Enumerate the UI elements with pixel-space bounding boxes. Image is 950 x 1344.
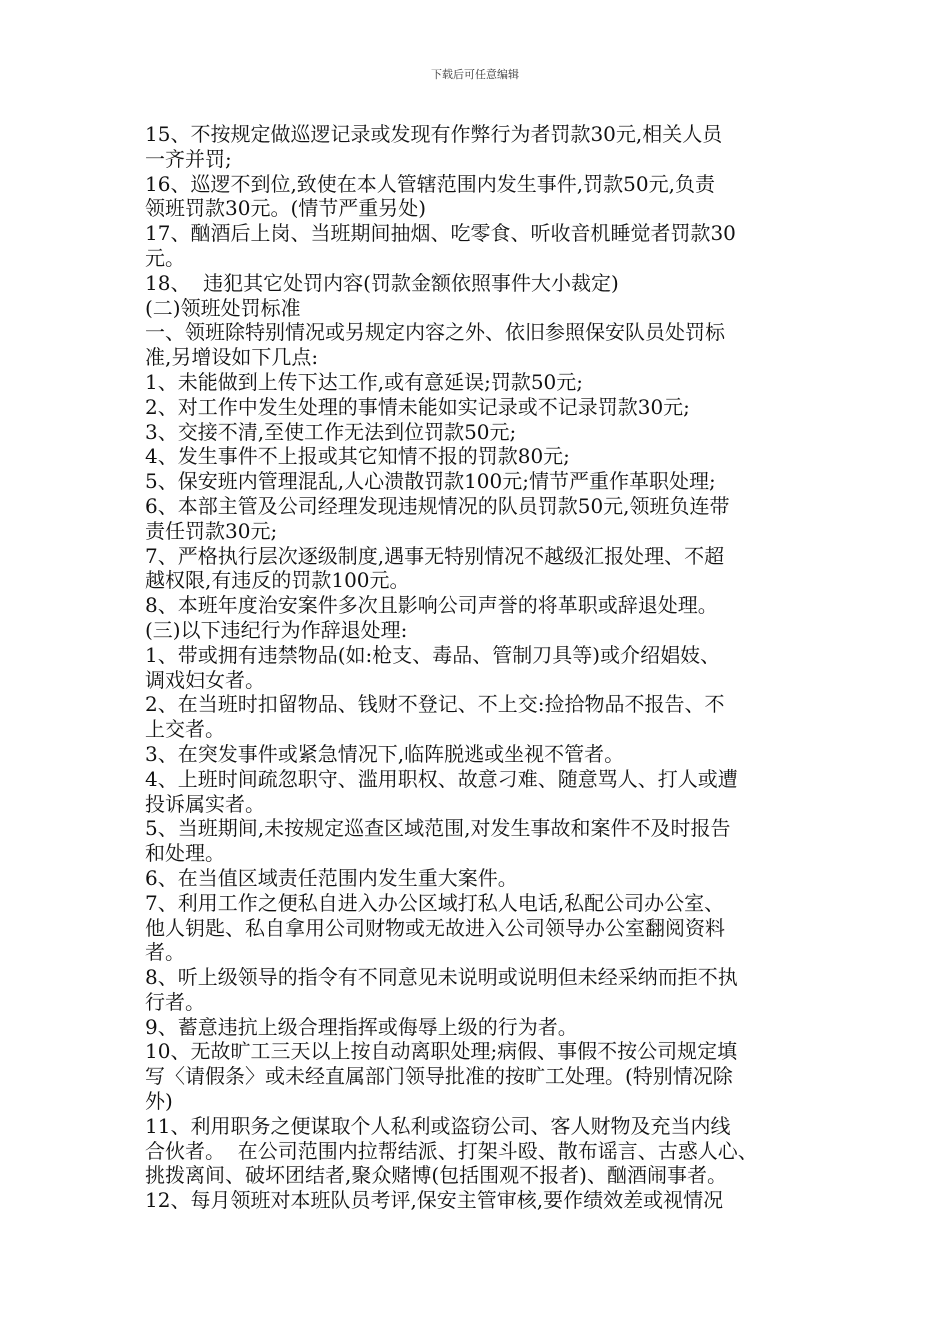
- text-line: 6、在当值区域责任范围内发生重大案件。: [145, 865, 518, 890]
- text-line: 10、无故旷工三天以上按自动离职处理;病假、事假不按公司规定填: [145, 1039, 738, 1064]
- text-line: 和处理。: [145, 841, 225, 866]
- text-line: 合伙者。 在公司范围内拉帮结派、打架斗殴、散布谣言、古惑人心、: [145, 1138, 758, 1163]
- text-line: 4、发生事件不上报或其它知情不报的罚款80元;: [145, 444, 570, 469]
- text-line: 者。: [145, 940, 185, 965]
- document-body: [145, 122, 815, 1213]
- text-line: 5、当班期间,未按规定巡查区域范围,对发生事故和案件不及时报告: [145, 816, 731, 841]
- text-line: 上交者。: [145, 717, 225, 742]
- text-line: 领班罚款30元。(情节严重另处): [145, 196, 427, 221]
- text-line: 越权限,有违反的罚款100元。: [145, 568, 410, 593]
- text-line: 7、严格执行层次逐级制度,遇事无特别情况不越级汇报处理、不超: [145, 543, 725, 568]
- text-line: 挑拨离间、破坏团结者,聚众赌博(包括围观不报者)、酗酒闹事者。: [145, 1163, 727, 1188]
- text-line: 9、蓄意违抗上级合理指挥或侮辱上级的行为者。: [145, 1014, 578, 1039]
- text-line: 2、在当班时扣留物品、钱财不登记、不上交:捡拾物品不报告、不: [145, 692, 725, 717]
- text-line: 6、本部主管及公司经理发现违规情况的队员罚款50元,领班负连带: [145, 493, 730, 518]
- text-line: 2、对工作中发生处理的事情未能如实记录或不记录罚款30元;: [145, 394, 690, 419]
- text-line: 外): [145, 1089, 173, 1114]
- text-line: 写〈请假条〉或未经直属部门领导批准的按旷工处理。(特别情况除: [145, 1064, 733, 1089]
- text-line: 1、带或拥有违禁物品(如:枪支、毒品、管制刀具等)或介绍娼妓、: [145, 642, 721, 667]
- text-line: 3、在突发事件或紧急情况下,临阵脱逃或坐视不管者。: [145, 741, 625, 766]
- text-line: 1、未能做到上传下达工作,或有意延误;罚款50元;: [145, 369, 584, 394]
- text-line: 准,另增设如下几点:: [145, 345, 319, 370]
- text-line: 8、听上级领导的指令有不同意见未说明或说明但未经采纳而拒不执: [145, 965, 738, 990]
- text-line: 一齐并罚;: [145, 146, 232, 171]
- text-line: 17、酗酒后上岗、当班期间抽烟、吃零食、听收音机睡觉者罚款30: [145, 221, 736, 246]
- header-note: 下载后可任意编辑: [431, 68, 519, 81]
- text-line: 5、保安班内管理混乱,人心溃散罚款100元;情节严重作革职处理;: [145, 469, 716, 494]
- text-line: 他人钥匙、私自拿用公司财物或无故进入公司领导办公室翻阅资料: [145, 915, 725, 940]
- text-line: (二)领班处罚标准: [145, 295, 301, 320]
- text-line: 18、 违犯其它处罚内容(罚款金额依照事件大小裁定): [145, 270, 619, 295]
- text-line: 12、每月领班对本班队员考评,保安主管审核,要作绩效差或视情况: [145, 1188, 724, 1213]
- text-line: 元。: [145, 245, 185, 270]
- text-line: 7、利用工作之便私自进入办公区域打私人电话,私配公司办公室、: [145, 890, 725, 915]
- text-line: 投诉属实者。: [145, 791, 265, 816]
- text-line: 16、巡逻不到位,致使在本人管辖范围内发生事件,罚款50元,负责: [145, 171, 715, 196]
- text-line: 8、本班年度治安案件多次且影响公司声誉的将革职或辞退处理。: [145, 593, 718, 618]
- text-line: 11、利用职务之便谋取个人私利或盗窃公司、客人财物及充当内线: [145, 1113, 731, 1138]
- text-line: 4、上班时间疏忽职守、滥用职权、故意刁难、随意骂人、打人或遭: [145, 766, 738, 791]
- text-line: 责任罚款30元;: [145, 518, 278, 543]
- text-line: 一、领班除特别情况或另规定内容之外、依旧参照保安队员处罚标: [145, 320, 725, 345]
- text-line: 调戏妇女者。: [145, 667, 265, 692]
- text-line: 15、不按规定做巡逻记录或发现有作弊行为者罚款30元,相关人员: [145, 122, 723, 146]
- text-line: 行者。: [145, 989, 205, 1014]
- text-line: 3、交接不清,至使工作无法到位罚款50元;: [145, 419, 517, 444]
- text-line: (三)以下违纪行为作辞退处理:: [145, 617, 408, 642]
